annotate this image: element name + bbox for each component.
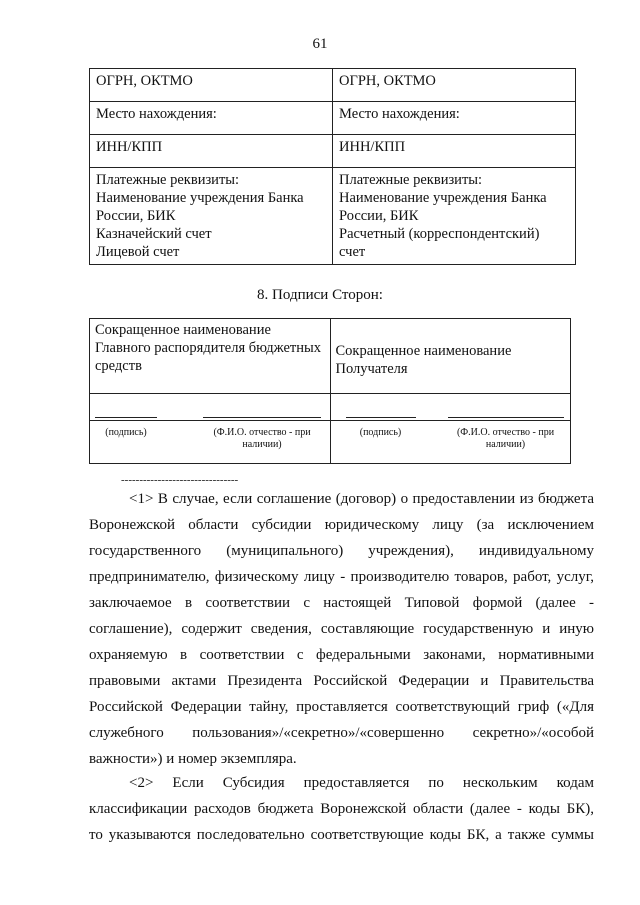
footnote-line: предпринимателю, физическому лицу - производителю товаров, работ, услуг,	[89, 569, 594, 585]
footnote-separator: --------------------------------	[121, 474, 239, 486]
fio-caption-line: наличии)	[485, 439, 526, 450]
right-inn: ИНН/КПП	[333, 135, 576, 168]
signatures-table	[89, 318, 571, 464]
fio-caption-line: наличии)	[242, 439, 282, 450]
footnote-line: государственного (муниципального) учреждения), индивидуальному	[89, 543, 594, 559]
recipient-signature-cell	[330, 421, 571, 464]
recipient-header	[330, 319, 571, 394]
left-payment	[90, 168, 333, 265]
footnote-line: классификации расходов бюджета Воронежской области (далее - коды БК),	[89, 801, 594, 817]
recipient-header-line: Получателя	[335, 361, 408, 377]
footnote-line: <2> Если Субсидия предоставляется по нескольким кодам	[129, 775, 594, 791]
footnote-line: важности») и номер экземпляра.	[89, 751, 297, 767]
signature-blank	[95, 417, 157, 418]
right-payment-line: счет	[339, 244, 366, 260]
grantor-header-line: средств	[95, 358, 142, 374]
footnote-1	[89, 486, 594, 772]
grantor-header-line: Главного распорядителя бюджетных	[95, 340, 321, 356]
footnote-line: заключаемое в соответствии с настоящей Типовой формой (далее -	[89, 595, 594, 611]
fio-caption	[203, 427, 321, 451]
left-payment-line: Наименование учреждения Банка	[96, 190, 304, 206]
footnote-line: то указываются последовательно соответствующие коды БК, а также суммы	[89, 827, 594, 843]
requisites-table	[89, 68, 576, 265]
page-number: 61	[312, 36, 328, 52]
right-ogrn: ОГРН, ОКТМО	[333, 69, 576, 102]
right-location: Место нахождения:	[333, 102, 576, 135]
fio-caption-line: (Ф.И.О. отчество - при	[456, 427, 555, 438]
left-inn: ИНН/КПП	[90, 135, 333, 168]
signature-caption: (подпись)	[359, 427, 402, 438]
signature-caption: (подпись)	[105, 427, 147, 438]
footnote-line: правовыми актами Президента Российской Федерации и Правительства	[89, 673, 594, 689]
footnote-line: соглашение), содержит сведения, составляющие государственную и иную	[89, 621, 594, 637]
grantor-signature-cell	[90, 421, 331, 464]
fio-blank	[203, 417, 321, 418]
right-payment-line: Расчетный (корреспондентский)	[339, 226, 540, 242]
footnote-line: Воронежской области субсидии юридическому лицу (за исключением	[89, 517, 594, 533]
left-payment-line: Казначейский счет	[96, 226, 212, 242]
left-payment-line: Лицевой счет	[96, 244, 180, 260]
recipient-header-line: Сокращенное наименование	[335, 343, 512, 359]
footnote-2	[89, 770, 594, 848]
grantor-header-line: Сокращенное наименование	[95, 322, 271, 338]
right-payment-line: Платежные реквизиты:	[339, 172, 483, 188]
fio-caption-line: (Ф.И.О. отчество - при	[213, 427, 311, 438]
footnote-line: охраняемую в соответствии с федеральными законами, нормативными	[89, 647, 594, 663]
right-payment-line: Наименование учреждения Банка	[339, 190, 547, 206]
footnote-line: служебного пользования»/«секретно»/«совершенно секретно»/«особой	[89, 725, 594, 741]
left-payment-line: России, БИК	[96, 208, 176, 224]
signature-blank	[346, 417, 416, 418]
fio-blank	[448, 417, 564, 418]
right-payment-line: России, БИК	[339, 208, 419, 224]
footnote-line: <1> В случае, если соглашение (договор) о предоставлении из бюджета	[129, 491, 594, 507]
fio-caption	[448, 427, 564, 451]
signatures-title: 8. Подписи Сторон:	[257, 287, 383, 303]
right-payment	[333, 168, 576, 265]
left-location: Место нахождения:	[90, 102, 333, 135]
left-ogrn: ОГРН, ОКТМО	[90, 69, 333, 102]
footnote-line: Российской Федерации тайну, проставляется соответствующий гриф («Для	[89, 699, 594, 715]
grantor-header	[90, 319, 331, 394]
left-payment-line: Платежные реквизиты:	[96, 172, 240, 188]
